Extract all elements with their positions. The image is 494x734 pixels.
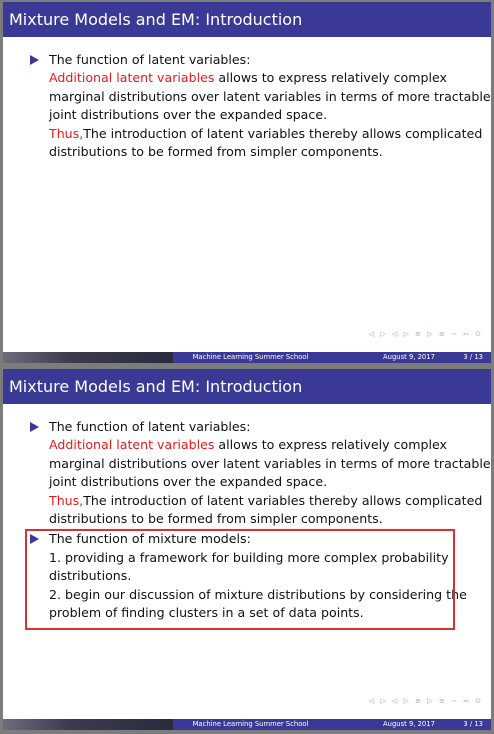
footer-date: August 9, 2017 [383,353,435,361]
beamer-navigation-icons[interactable]: ◁ ▷ ◁ ▷ ≡ ▷ ≡ ∽ ∾ ⊙ [368,330,483,338]
bullet-heading: The function of latent variables: [49,52,251,67]
footer-event: Machine Learning Summer School [173,719,328,730]
bullet-mixture-models: The function of mixture models: 1. providing a framework for building more complex probability distributions. 2. begin our discussion of mixture distributions by considering the problem of finding clusters in a set of data points. [27,530,475,622]
slide-body [27,51,491,161]
bullet-heading: The function of latent variables: [49,419,251,434]
footer-left-author [3,719,173,730]
bullet-triangle-icon [30,534,39,544]
emphasis-text: Additional latent variables [49,70,215,86]
footer-left-author [3,352,173,363]
bullet-latent-variables: The function of latent variables: Additional latent variables allows to express relatively complex marginal distributions over latent variables in terms of more tractable joint distributions over the expanded space. Thus,The introduction of latent variables thereby allows complicated distributions to be formed from simpler components. [27,51,475,161]
emphasis-text: Thus, [49,125,84,141]
slide-1 [3,2,491,363]
slide-title: Mixture Models and EM: Introduction [3,369,491,404]
slide-footer [3,719,491,730]
bullet-triangle-icon [30,55,39,65]
slide-title: Mixture Models and EM: Introduction [3,2,491,37]
emphasis-text: Additional latent variables [49,437,215,453]
footer-page-number: 3 / 13 [463,353,483,361]
bullet-heading: The function of mixture models: [49,531,251,547]
slide-footer [3,352,491,363]
beamer-navigation-icons[interactable]: ◁ ▷ ◁ ▷ ≡ ▷ ≡ ∽ ∾ ⊙ [368,697,483,705]
slide-2 [3,369,491,730]
emphasis-text: Thus, [49,492,84,508]
bullet-triangle-icon [30,422,39,432]
slide-body [27,418,491,622]
footer-page-number: 3 / 13 [463,720,483,728]
footer-date: August 9, 2017 [383,720,435,728]
bullet-latent-variables: The function of latent variables: Additional latent variables allows to express relatively complex marginal distributions over latent variables in terms of more tractable joint distributions over the expanded space. Thus,The introduction of latent variables thereby allows complicated distributions to be formed from simpler components. [27,418,475,528]
footer-event: Machine Learning Summer School [173,352,328,363]
